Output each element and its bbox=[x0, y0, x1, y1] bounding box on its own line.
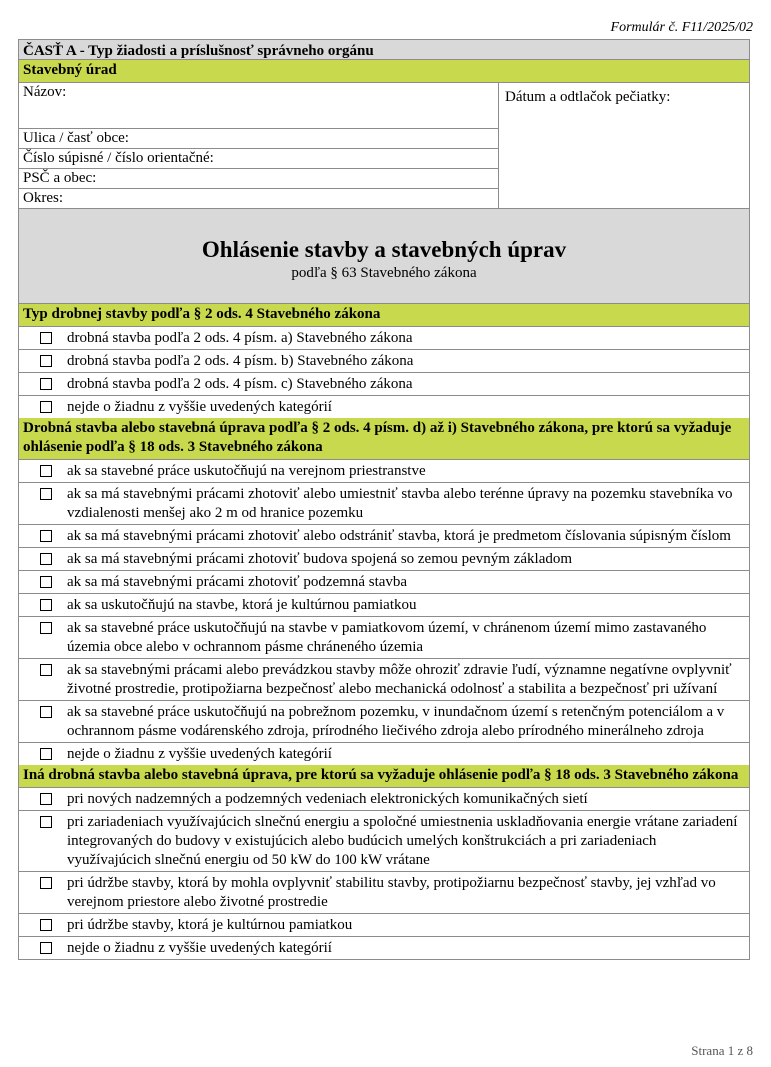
checkbox[interactable] bbox=[40, 816, 52, 828]
office-district-field[interactable] bbox=[19, 189, 498, 208]
checkbox[interactable] bbox=[40, 622, 52, 634]
checkbox[interactable] bbox=[40, 793, 52, 805]
option-label: ak sa stavebné práce uskutočňujú na verejnom priestranstve bbox=[67, 463, 426, 479]
building-office-block bbox=[19, 83, 749, 209]
option-label: ak sa má stavebnými prácami zhotoviť podzemná stavba bbox=[67, 574, 408, 590]
checkbox[interactable] bbox=[40, 942, 52, 954]
checkbox[interactable] bbox=[40, 530, 52, 542]
stamp-field[interactable] bbox=[499, 83, 749, 208]
office-name-field[interactable] bbox=[19, 83, 498, 129]
option-label: ak sa má stavebnými prácami zhotoviť alebo umiestniť stavba alebo terénne úpravy na pozemku stavebníka vo vzdialenosti menšej ako 2 m od hranice pozemku bbox=[67, 486, 733, 521]
checkbox[interactable] bbox=[40, 748, 52, 760]
section1-options bbox=[19, 327, 749, 418]
option-label: pri údržbe stavby, ktorá je kultúrnou pamiatkou bbox=[67, 917, 353, 933]
option-label: ak sa má stavebnými prácami zhotoviť alebo odstrániť stavba, ktorá je predmetom číslovania súpisným číslom bbox=[67, 528, 731, 544]
option-row[interactable] bbox=[19, 617, 749, 659]
section2-heading: Drobná stavba alebo stavebná úprava podľa § 2 ods. 4 písm. d) až i) Stavebného zákona, pre ktorú sa vyžaduje ohlásenie podľa § 18 ods. 3 Stavebného zákona bbox=[19, 418, 749, 460]
checkbox[interactable] bbox=[40, 465, 52, 477]
option-label: ak sa stavebnými prácami alebo prevádzkou stavby môže ohroziť zdravie ľudí, významne negatívne ovplyvniť životné prostredie, protipožiarna bezpečnosť alebo mechanická odolnosť a stabilita a bezpečnosť pri užívaní bbox=[67, 662, 732, 697]
form-code: Formulár č. F11/2025/02 bbox=[610, 20, 753, 35]
section3-heading: Iná drobná stavba alebo stavebná úprava, pre ktorú sa vyžaduje ohlásenie podľa § 18 ods. 3 Stavebného zákona bbox=[19, 765, 749, 788]
office-name-label: Názov: bbox=[23, 84, 67, 100]
checkbox[interactable] bbox=[40, 919, 52, 931]
checkbox[interactable] bbox=[40, 488, 52, 500]
office-number-label: Číslo súpisné / číslo orientačné: bbox=[23, 150, 214, 166]
stamp-label: Dátum a odtlačok pečiatky: bbox=[505, 89, 671, 105]
option-row[interactable] bbox=[19, 483, 749, 525]
section1-heading: Typ drobnej stavby podľa § 2 ods. 4 Stavebného zákona bbox=[19, 304, 749, 327]
option-row[interactable] bbox=[19, 373, 749, 396]
option-row[interactable] bbox=[19, 659, 749, 701]
option-row[interactable] bbox=[19, 914, 749, 937]
checkbox[interactable] bbox=[40, 576, 52, 588]
option-label: ak sa má stavebnými prácami zhotoviť budova spojená so zemou pevným základom bbox=[67, 551, 573, 567]
option-row[interactable] bbox=[19, 350, 749, 373]
office-district-label: Okres: bbox=[23, 190, 63, 206]
checkbox[interactable] bbox=[40, 599, 52, 611]
checkbox[interactable] bbox=[40, 664, 52, 676]
option-row[interactable] bbox=[19, 743, 749, 765]
option-row[interactable] bbox=[19, 788, 749, 811]
option-row[interactable] bbox=[19, 396, 749, 418]
option-row[interactable] bbox=[19, 327, 749, 350]
building-office-heading: Stavebný úrad bbox=[19, 60, 749, 83]
option-label: pri zariadeniach využívajúcich slnečnú energiu a spoločné umiestnenia uskladňovania energie vrátane zariadení integrovaných do budovy v existujúcich alebo budúcich umelých konštrukciách a pri zariadeniach využívajúcich slnečnú energiu od 50 kW do 100 kW vrátane bbox=[67, 814, 738, 868]
option-row[interactable] bbox=[19, 594, 749, 617]
option-row[interactable] bbox=[19, 525, 749, 548]
document-title: Ohlásenie stavby a stavebných úprav bbox=[201, 237, 567, 262]
office-street-field[interactable] bbox=[19, 129, 498, 149]
option-label: nejde o žiadnu z vyššie uvedených kategórií bbox=[67, 940, 332, 956]
section2-options bbox=[19, 460, 749, 765]
page-number: Strana 1 z 8 bbox=[691, 1043, 753, 1058]
option-label: ak sa stavebné práce uskutočňujú na stavbe v pamiatkovom území, v chránenom území mimo zastavaného územia obce alebo v ochrannom pásme chráneného územia bbox=[67, 620, 707, 655]
option-label: drobná stavba podľa 2 ods. 4 písm. b) Stavebného zákona bbox=[67, 353, 414, 369]
option-label: ak sa uskutočňujú na stavbe, ktorá je kultúrnou pamiatkou bbox=[67, 597, 417, 613]
part-a-heading: ČASŤ A - Typ žiadosti a príslušnosť správneho orgánu bbox=[19, 40, 749, 60]
option-row[interactable] bbox=[19, 460, 749, 483]
option-row[interactable] bbox=[19, 811, 749, 872]
office-number-field[interactable] bbox=[19, 149, 498, 169]
option-label: nejde o žiadnu z vyššie uvedených kategórií bbox=[67, 399, 332, 415]
checkbox[interactable] bbox=[40, 877, 52, 889]
option-row[interactable] bbox=[19, 571, 749, 594]
document-title-block bbox=[19, 209, 749, 304]
document-subtitle: podľa § 63 Stavebného zákona bbox=[291, 265, 477, 281]
checkbox[interactable] bbox=[40, 553, 52, 565]
option-label: ak sa stavebné práce uskutočňujú na pobrežnom pozemku, v inundačnom území s retenčným potenciálom a v ochrannom pásme vodárenského zdroja, prírodného liečivého zdroja alebo prírodného minerálneho zdroja bbox=[67, 704, 725, 739]
option-label: pri údržbe stavby, ktorá by mohla ovplyvniť stabilitu stavby, protipožiarnu bezpečnosť stavby, jej vzhľad vo verejnom priestore alebo životné prostredie bbox=[67, 875, 716, 910]
option-row[interactable] bbox=[19, 872, 749, 914]
office-zip-label: PSČ a obec: bbox=[23, 170, 97, 186]
checkbox[interactable] bbox=[40, 706, 52, 718]
checkbox[interactable] bbox=[40, 355, 52, 367]
section3-options bbox=[19, 788, 749, 959]
option-label: nejde o žiadnu z vyššie uvedených kategórií bbox=[67, 746, 332, 762]
office-street-label: Ulica / časť obce: bbox=[23, 130, 129, 146]
option-row[interactable] bbox=[19, 701, 749, 743]
office-fields bbox=[19, 83, 499, 208]
checkbox[interactable] bbox=[40, 332, 52, 344]
option-label: drobná stavba podľa 2 ods. 4 písm. c) Stavebného zákona bbox=[67, 376, 413, 392]
option-row[interactable] bbox=[19, 937, 749, 959]
option-row[interactable] bbox=[19, 548, 749, 571]
checkbox[interactable] bbox=[40, 401, 52, 413]
option-label: drobná stavba podľa 2 ods. 4 písm. a) Stavebného zákona bbox=[67, 330, 413, 346]
application-form bbox=[18, 39, 750, 960]
office-zip-field[interactable] bbox=[19, 169, 498, 189]
checkbox[interactable] bbox=[40, 378, 52, 390]
option-label: pri nových nadzemných a podzemných vedeniach elektronických komunikačných sietí bbox=[67, 791, 588, 807]
